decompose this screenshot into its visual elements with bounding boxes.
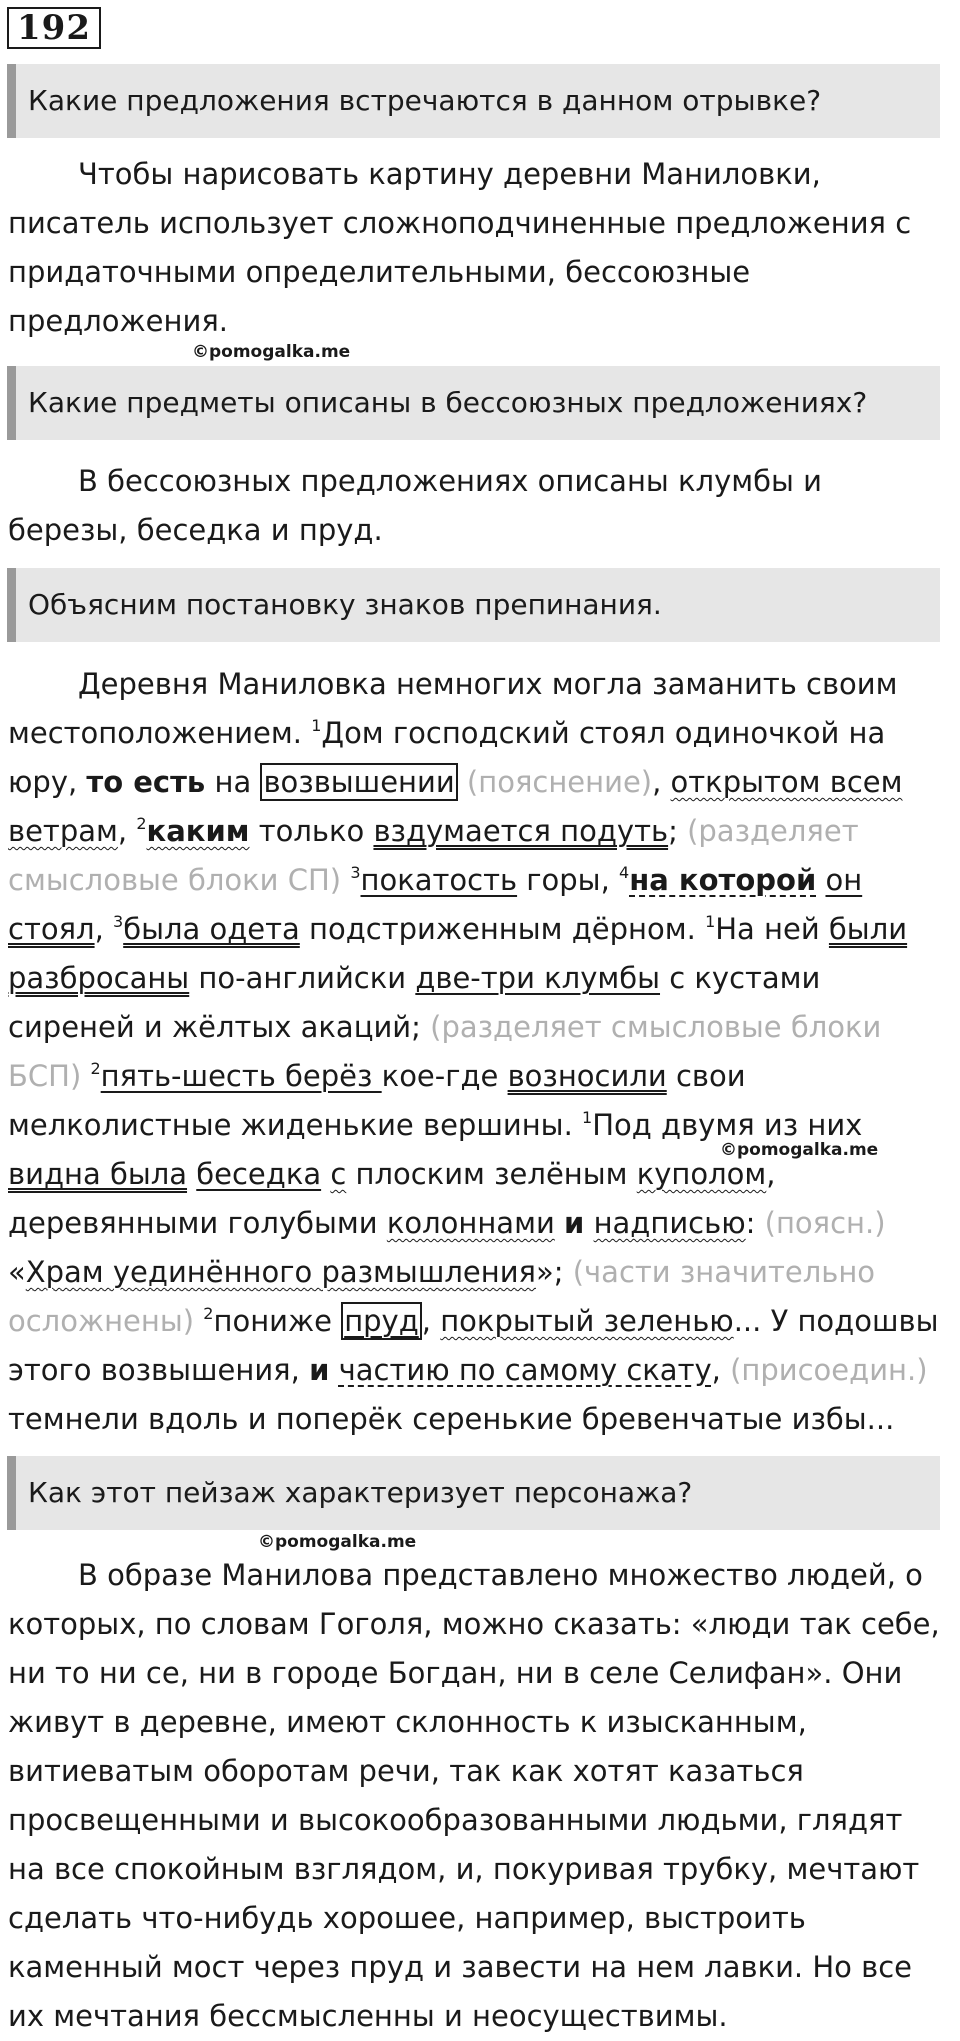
predicate-underlined: видна была	[8, 1157, 188, 1191]
text	[187, 1157, 196, 1191]
annotated-text	[8, 660, 952, 1444]
answer-4-line: которых, по словам Гоголя, можно сказать: «люди так себе,	[8, 1607, 940, 1641]
text: ,	[117, 814, 137, 848]
text-line	[8, 1297, 952, 1346]
sentence-number: 1	[311, 716, 322, 735]
predicate-underlined: была одета	[123, 912, 300, 946]
subject-underlined: покатость	[360, 863, 518, 897]
sentence-number: 3	[113, 912, 124, 931]
text: деревянными голубыми	[8, 1206, 387, 1240]
predicate-underlined: стоял	[8, 912, 95, 946]
answer-4-line: витиеватым оборотам речи, так как хотят казаться	[8, 1754, 804, 1788]
wavy-underlined: покрытый зеленью	[440, 1304, 734, 1338]
wavy-underlined: куполом	[636, 1157, 767, 1191]
text: ;	[668, 814, 688, 848]
text-line	[8, 1395, 952, 1444]
answer-4-line: ни то ни се, ни в городе Богдан, ни в селе Селифан». Они	[8, 1656, 903, 1690]
text: подстриженным дёрном.	[299, 912, 706, 946]
answer-2-line: березы, беседка и пруд.	[8, 513, 383, 547]
text: темнели вдоль и поперёк серенькие бревенчатые избы...	[8, 1402, 895, 1436]
text: ,	[94, 912, 113, 946]
punctuation-note: (пояснение)	[457, 765, 653, 799]
answer-2	[8, 457, 952, 555]
text-line	[8, 856, 952, 905]
answer-1	[8, 150, 952, 346]
sentence-number: 2	[136, 814, 147, 833]
text: Деревня Маниловка немногих могла заманить своим	[78, 667, 898, 701]
text: «	[8, 1255, 26, 1289]
question-3: Объясним постановку знаков препинания.	[7, 568, 940, 642]
punctuation-note: (поясн.)	[764, 1206, 886, 1240]
text-line	[8, 1248, 952, 1297]
conjunctive-word: каким	[146, 814, 250, 848]
answer-4-line: сделать что-нибудь хорошее, например, выстроить	[8, 1901, 806, 1935]
wavy-underlined: открытом всем	[670, 765, 903, 799]
answer-4-line: каменный мост через пруд и завести на нем лавки. Но все	[8, 1950, 913, 1984]
wavy-underlined: колоннами	[386, 1206, 555, 1240]
text	[321, 1157, 330, 1191]
text: кое-где	[381, 1059, 508, 1093]
boxed-subject: пруд	[341, 1302, 422, 1340]
text-line	[8, 954, 952, 1003]
question-2: Какие предметы описаны в бессоюзных предложениях?	[7, 366, 940, 440]
watermark: ©pomogalka.me	[258, 1532, 417, 1552]
question-4: Как этот пейзаж характеризует персонажа?	[7, 1456, 940, 1530]
text-line	[8, 807, 952, 856]
text: по-английски	[189, 961, 416, 995]
subject-underlined: две-три клумбы	[415, 961, 661, 995]
watermark: ©pomogalka.me	[720, 1140, 879, 1160]
conjunction: и	[564, 1206, 585, 1240]
predicate-underlined: были	[828, 912, 908, 946]
text: :	[745, 1206, 765, 1240]
sentence-number: 1	[582, 1108, 593, 1127]
sentence-number: 1	[705, 912, 716, 931]
task-number: 192	[7, 7, 101, 49]
subject-underlined: пять-шесть берёз	[100, 1059, 382, 1093]
punctuation-note: осложнены)	[8, 1304, 204, 1338]
text-line	[8, 660, 952, 709]
answer-4	[8, 1551, 952, 2041]
punctuation-note: БСП)	[8, 1059, 91, 1093]
answer-4-line: живут в деревне, имеют склонность к изысканным,	[8, 1705, 807, 1739]
text: сиреней и жёлтых акаций;	[8, 1010, 431, 1044]
watermark: ©pomogalka.me	[192, 342, 351, 362]
answer-2-line: В бессоюзных предложениях описаны клумбы и	[78, 464, 822, 498]
answer-1-line: придаточными определительными, бессоюзные	[8, 255, 751, 289]
punctuation-note: (присоедин.)	[730, 1353, 928, 1387]
predicate-underlined: вздумается подуть	[373, 814, 669, 848]
text: ,	[421, 1304, 441, 1338]
wavy-underlined: с	[330, 1157, 347, 1191]
text: Под двумя из них	[592, 1108, 863, 1142]
subject-underlined: беседка	[196, 1157, 322, 1191]
text: только	[249, 814, 374, 848]
text-line	[8, 709, 952, 758]
text: плоским зелёным	[346, 1157, 637, 1191]
text: ,	[711, 1353, 731, 1387]
text: на	[205, 765, 261, 799]
wavy-underlined: надписью	[593, 1206, 746, 1240]
subject-underlined: он	[825, 863, 863, 897]
sentence-number: 4	[619, 863, 630, 882]
text: »;	[536, 1255, 573, 1289]
text: свои	[666, 1059, 746, 1093]
answer-1-line: Чтобы нарисовать картину деревни Маниловки,	[78, 157, 821, 191]
predicate-underlined: разбросаны	[8, 961, 190, 995]
text-line	[8, 1003, 952, 1052]
answer-1-line: предложения.	[8, 304, 228, 338]
sentence-number: 2	[203, 1304, 214, 1323]
text: местоположением.	[8, 716, 312, 750]
sentence-number: 2	[90, 1059, 101, 1078]
text: этого возвышения,	[8, 1353, 310, 1387]
conjunctive-word: на которой	[629, 863, 817, 897]
text: ,	[652, 765, 671, 799]
text	[584, 1206, 593, 1240]
text	[555, 1206, 564, 1240]
answer-1-line: писатель использует сложноподчиненные предложения с	[8, 206, 912, 240]
text-line	[8, 1346, 952, 1395]
conjunction: то есть	[86, 765, 206, 799]
text: На ней	[715, 912, 829, 946]
punctuation-note: (части значительно	[572, 1255, 876, 1289]
text: мелколистные жиденькие вершины.	[8, 1108, 583, 1142]
text	[329, 1353, 338, 1387]
conjunction: и	[309, 1353, 330, 1387]
text-line	[8, 905, 952, 954]
boxed-word: возвышении	[260, 763, 457, 801]
text-line	[8, 758, 952, 807]
dashed-underlined: частию по самому скату	[338, 1353, 712, 1387]
predicate-underlined: возносили	[507, 1059, 667, 1093]
answer-4-line: В образе Манилова представлено множество людей, о	[78, 1558, 923, 1592]
answer-4-line: просвещенными и высокообразованными людьми, глядят	[8, 1803, 903, 1837]
text: ,	[766, 1157, 776, 1191]
question-1: Какие предложения встречаются в данном отрывке?	[7, 64, 940, 138]
answer-4-line: на все спокойным взглядом, и, покуривая трубку, мечтают	[8, 1852, 920, 1886]
text-line	[8, 1052, 952, 1101]
answer-4-line: их мечтания бессмысленны и неосуществимы.	[8, 1999, 728, 2033]
text: Дом господский стоял одиночкой на	[321, 716, 886, 750]
sentence-number: 3	[350, 863, 361, 882]
text: ... У подошвы	[733, 1304, 939, 1338]
text: юру,	[8, 765, 87, 799]
punctuation-note: (разделяет смысловые блоки	[430, 1010, 882, 1044]
text-line	[8, 1199, 952, 1248]
wavy-underlined: ветрам	[8, 814, 118, 848]
text: с кустами	[660, 961, 821, 995]
text: пониже	[213, 1304, 342, 1338]
wavy-underlined: Храм уединённого размышления	[25, 1255, 536, 1289]
punctuation-note: (разделяет	[687, 814, 859, 848]
text: горы,	[517, 863, 620, 897]
punctuation-note: смысловые блоки СП)	[8, 863, 351, 897]
